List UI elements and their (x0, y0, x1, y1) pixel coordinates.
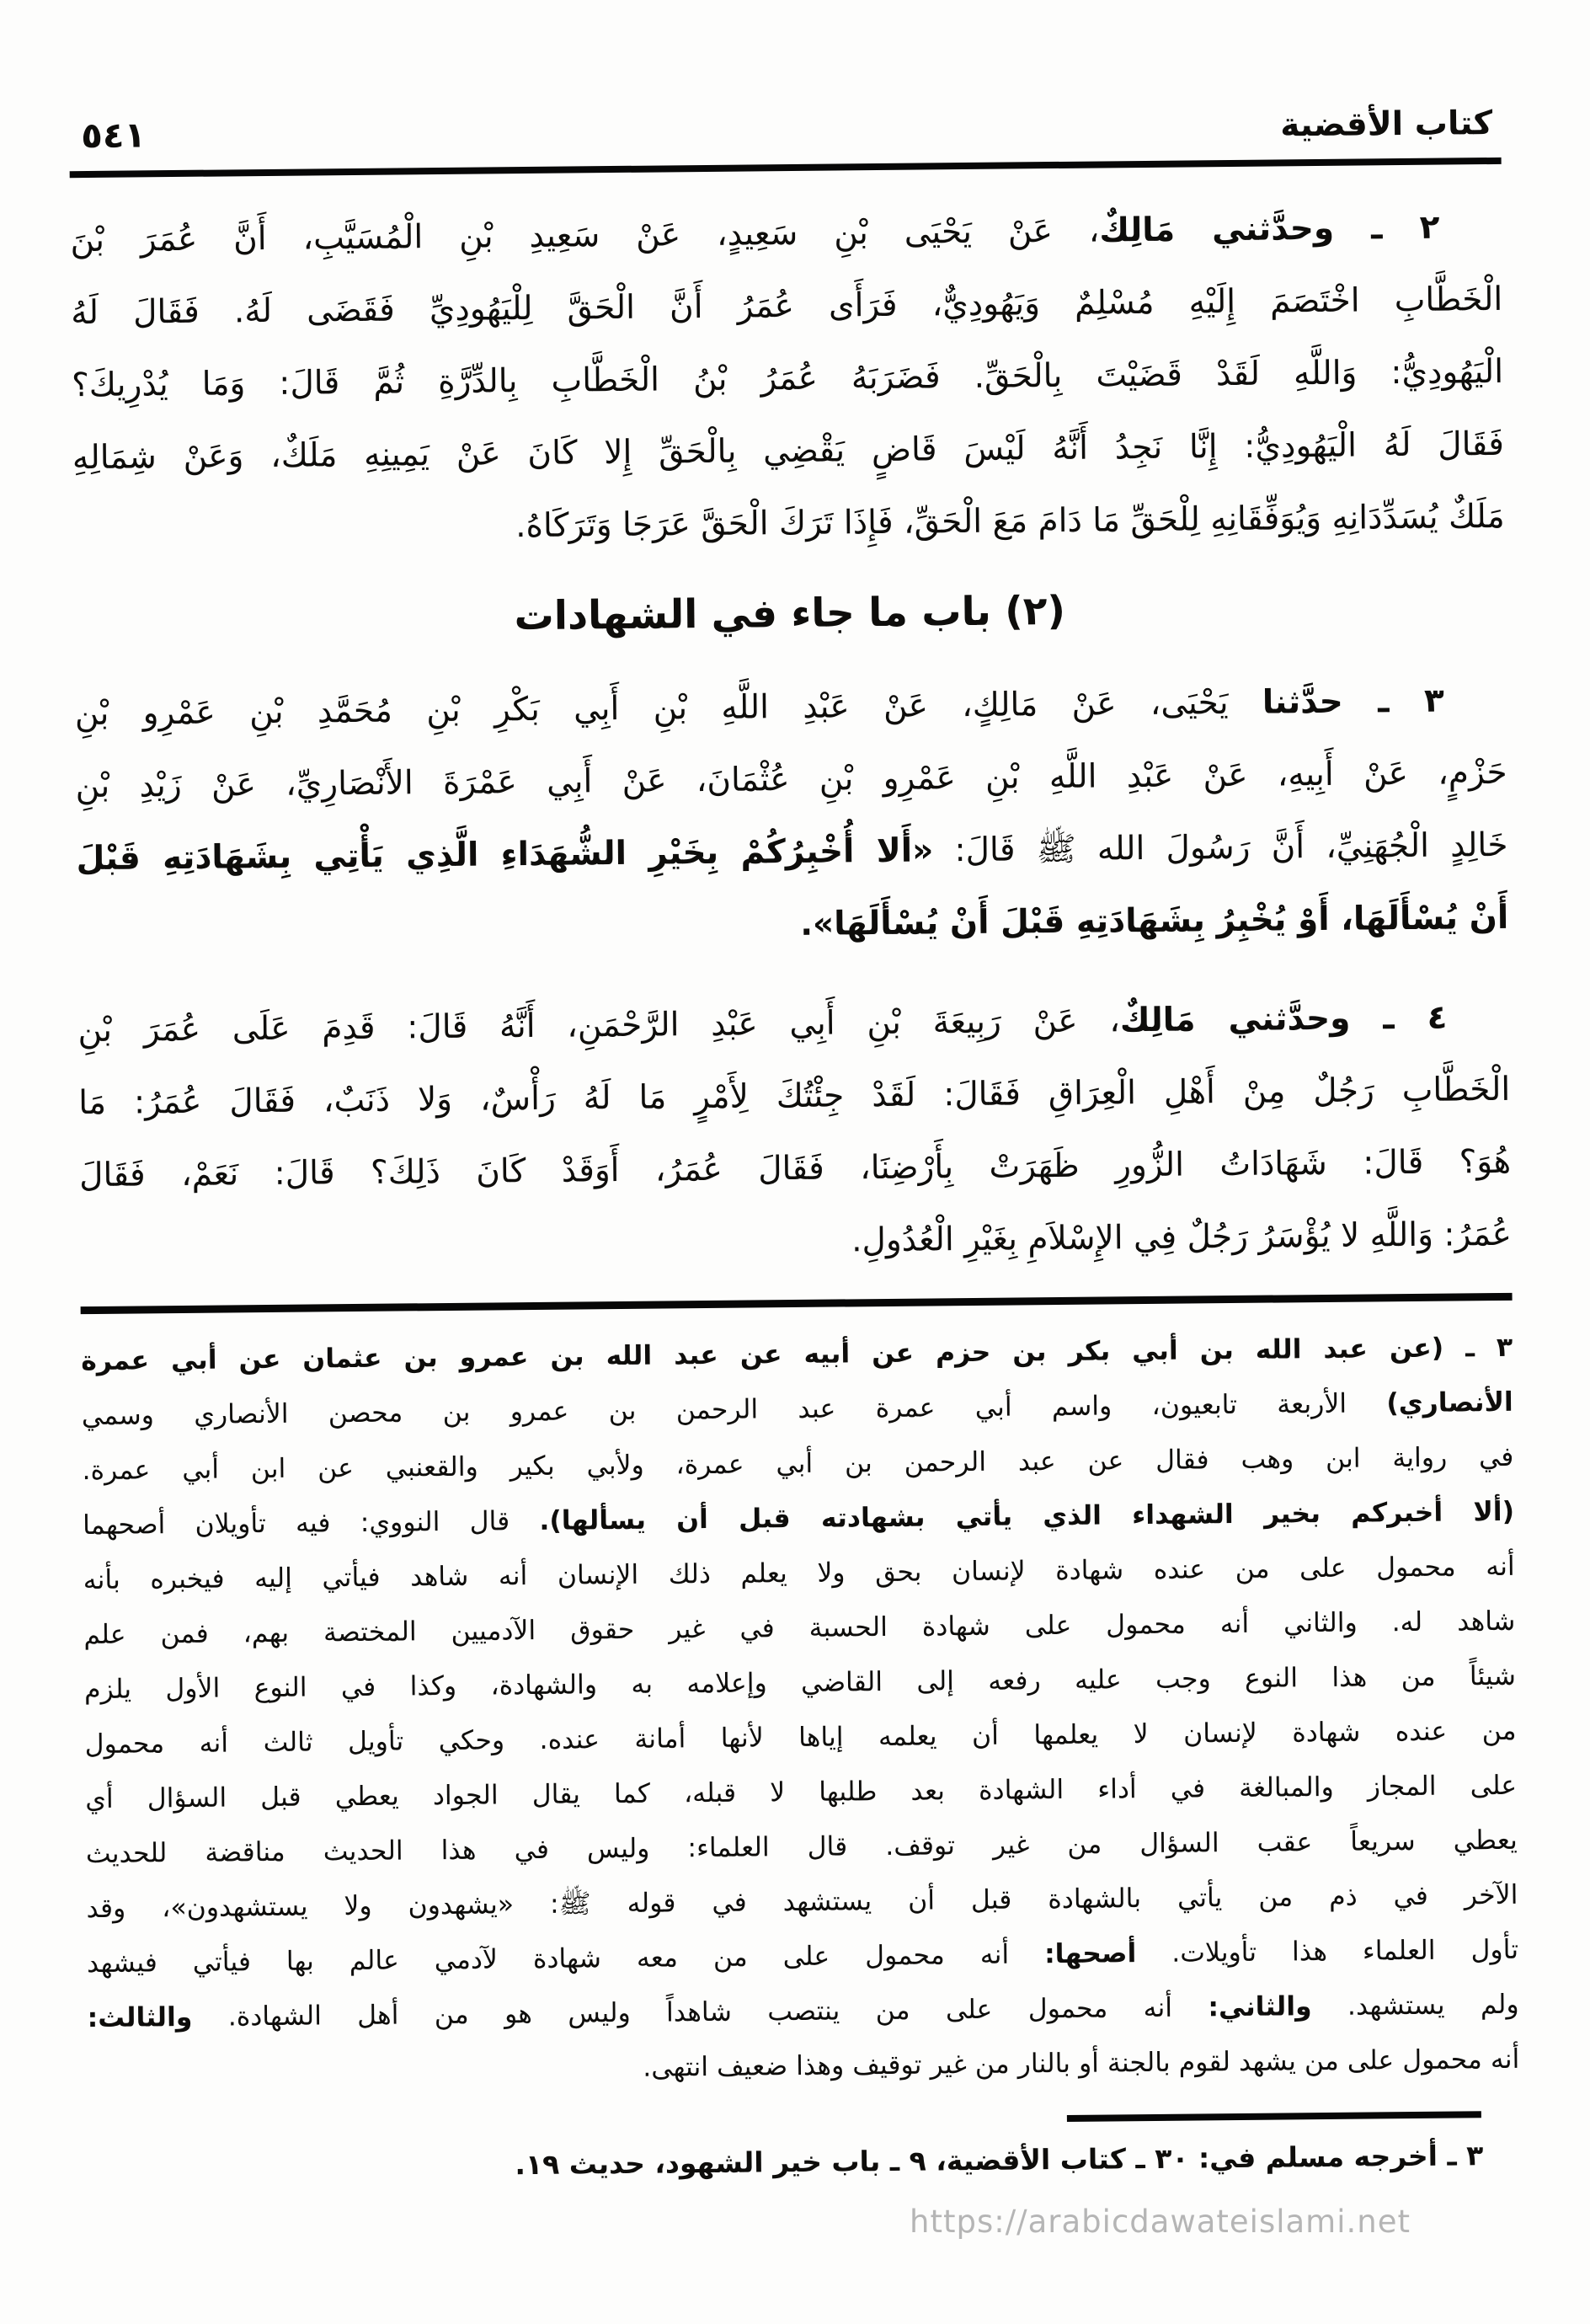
bold-text-segment: أَنْ يُسْأَلَهَا، أَوْ يُخْبِرُ بِشَهَادَتِهِ قَبْلَ أَنْ يُسْأَلَهَا». (800, 898, 1509, 943)
text-segment: يَحْيَى، عَنْ مَالِكٍ، عَنْ عَبْدِ اللَّهِ بْنِ أَبِي بَكْرِ بْنِ مُحَمَّدِ بْنِ عَمْرِو بْنِ (74, 683, 1263, 734)
text-line (80, 1199, 1513, 1285)
bold-text-segment: (ألا أخبركم بخير الشهداء الذي يأتي بشهادته قبل أن يسألها). (539, 1496, 1515, 1536)
bold-text-segment: ٤ ـ وحدَّثني مَالِكٌ (1119, 998, 1448, 1040)
hadith-paragraph-4 (77, 981, 1512, 1285)
bold-text-segment: ٣ ـ حدَّثنا (1262, 681, 1444, 722)
text-segment: الْخَطَّابِ اخْتَصَمَ إِلَيْهِ مُسْلِمٌ وَيَهُودِيٌّ، فَرَأَى عُمَرُ أَنَّ الْحَقَّ لِلْيَهُودِيِّ فَقَضَى لَهُ. فَقَالَ لَهُ (71, 280, 1503, 333)
text-segment: حَزْمٍ، عَنْ أَبِيهِ، عَنْ عَبْدِ اللَّهِ بْنِ عَمْرِو بْنِ عُثْمَانَ، عَنْ أَبِي عَمْرَةَ الأَنْصَارِيِّ، عَنْ زَيْدِ بْنِ (75, 753, 1507, 806)
bold-text-segment: ٣ ـ (عن عبد الله بن أبي بكر بن حزم عن أبيه عن عبد الله بن عمرو بن عثمان عن أبي عمرة (81, 1332, 1513, 1377)
text-line (71, 264, 1503, 350)
text-segment: فَقَالَ لَهُ الْيَهُودِيُّ: إِنَّا نَجِدُ أَنَّهُ لَيْسَ قَاضٍ يَقْضِي بِالْحَقِّ إِلا كَانَ عَنْ يَمِينِهِ مَلَكٌ، وَعَنْ شِمَالِهِ (72, 425, 1505, 478)
text-segment: عُمَرُ: وَاللَّهِ لا يُؤْسَرُ رَجُلٌ فِي الإِسْلاَمِ بِغَيْرِ الْعُدُولِ. (851, 1215, 1513, 1260)
text-segment: ، عَنْ رَبِيعَةَ بْنِ أَبِي عَبْدِ الرَّحْمَنِ، أَنَّهُ قَالَ: قَدِمَ عَلَى عُمَرَ بْنِ (77, 1002, 1121, 1050)
page-number: ٥٤١ (81, 114, 147, 157)
text-segment: الْيَهُودِيُّ: وَاللَّهِ لَقَدْ قَضَيْتَ بِالْحَقِّ. فَضَرَبَهُ عُمَرُ بْنُ الْخَطَّابِ بِالدِّرَّةِ ثُمَّ قَالَ: وَمَا يُدْرِيكَ؟ (71, 352, 1504, 405)
text-segment: الآخر في ذم من يأتي بالشهادة قبل أن يستشهد في قوله ﷺ: «يشهدون ولا يستشهدون»، وقد (86, 1879, 1518, 1925)
watermark-url: https://arabicdawateislami.net (910, 2204, 1411, 2240)
text-segment: الأربعة تابعيون، واسم أبي عمرة عبد الرحمن بن عمرو بن محصن الأنصاري وسمي (81, 1388, 1387, 1432)
takhrij-footnote: ٣ ـ أخرجه مسلم في: ٣٠ ـ كتاب الأقضية، ٩ ـ باب خير الشهود، حديث ١٩. (515, 2139, 1484, 2182)
text-segment: يعطي سريعاً عقب السؤال من غير توقف. قال العلماء: وليس في هذا الحديث مناقضة للحديث (85, 1824, 1518, 1870)
text-segment: تأول العلماء هذا تأويلات. (1136, 1934, 1519, 1969)
text-line (77, 882, 1509, 968)
hadith-paragraph-3 (74, 665, 1508, 968)
text-segment: أنه محمول على من يشهد لقوم بالجنة أو بالنار من غير توقيف وهذا ضعيف انتهى. (643, 2044, 1520, 2083)
text-segment: ، عَنْ يَحْيَى بْنِ سَعِيدٍ، عَنْ سَعِيدِ بْنِ الْمُسَيَّبِ، أَنَّ عُمَرَ بْنَ (70, 211, 1100, 260)
chapter-heading: (٢) باب ما جاء في الشهادات (514, 587, 1066, 640)
text-line (75, 737, 1507, 823)
header-rule (70, 158, 1502, 178)
text-line (72, 409, 1505, 494)
bold-text-segment: والثالث: (87, 2001, 193, 2034)
text-segment: مَلَكٌ يُسَدِّدَانِهِ وَيُوَفِّقَانِهِ لِلْحَقِّ مَا دَامَ مَعَ الْحَقِّ، فَإِذَا تَرَكَ الْحَقَّ عَرَجَا وَتَرَكَاهُ. (515, 497, 1505, 546)
bold-text-segment: الأنصاري) (1386, 1386, 1513, 1419)
commentary-section (81, 1321, 1520, 2101)
text-line (72, 336, 1504, 422)
bold-text-segment: أصحها: (1043, 1938, 1137, 1970)
text-segment: قال النووي: فيه تأويلان أصحهما (82, 1505, 540, 1541)
bold-text-segment: «أَلا أُخْبِرُكُمْ بِخَيْرِ الشُّهَدَاءِ الَّذِي يَأْتِي بِشَهَادَتِهِ قَبْلَ (76, 831, 934, 879)
commentary-divider (81, 1293, 1513, 1314)
bold-text-segment: ٢ ـ وحدَّثني مَالِكٌ (1099, 208, 1440, 250)
text-segment: أنه محمول على من عنده شهادة لإنسان بحق ولا يعلم ذلك الإنسان أنه شاهد فيأتي إليه فيخبره بأنه (83, 1551, 1515, 1596)
text-segment: أنه محمول على من ينتصب شاهداً وليس هو من أهل الشهادة. (192, 1992, 1209, 2033)
text-line (74, 665, 1507, 751)
text-line (79, 1126, 1512, 1212)
text-segment: أنه محمول على من معه شهادة لآدمي عالم بها فيأتي فيشهد (86, 1939, 1045, 1979)
text-line (72, 481, 1505, 567)
page-header (69, 101, 1501, 156)
text-segment: شاهد له. والثاني أنه محمول على شهادة الحسبة في غير حقوق الآدميين المختصة بهم، فمن علم (83, 1605, 1516, 1651)
text-segment: الْخَطَّابِ رَجُلٌ مِنْ أَهْلِ الْعِرَاقِ فَقَالَ: لَقَدْ جِئْتُكَ لِأَمْرٍ مَا لَهُ رَأْسٌ، وَلا ذَنَبٌ، فَقَالَ عُمَرُ: مَا (78, 1070, 1511, 1123)
hadith-paragraph-2 (70, 191, 1505, 567)
text-segment: شيئاً من هذا النوع وجب عليه رفعه إلى القاضي وإعلامه به والشهادة، وكذا في النوع الأول يلزم (83, 1660, 1517, 1706)
book-title: كتاب الأقضية (1280, 104, 1493, 145)
text-segment: خَالِدٍ الْجُهَنِيِّ، أَنَّ رَسُولَ الله ﷺ قَالَ: (933, 825, 1508, 870)
text-line (77, 981, 1510, 1067)
text-segment: هُوَ؟ قَالَ: شَهَادَاتُ الزُّورِ ظَهَرَتْ بِأَرْضِنَا، فَقَالَ عُمَرُ، أَوَقَدْ كَانَ ذَلِكَ؟ قَالَ: نَعَمْ، فَقَالَ (78, 1142, 1512, 1195)
text-segment: في رواية ابن وهب فقال عن عبد الرحمن بن أبي عمرة، ولأبي بكير والقعنبي عن ابن أبي عمرة. (82, 1441, 1514, 1487)
text-segment: على المجاز والمبالغة في أداء الشهادة بعد طلبها لا قبله، كما يقال الجواد يعطي قبل السؤال أي (85, 1770, 1518, 1815)
footnote-divider (1067, 2111, 1481, 2122)
text-segment: ولم يستشهد. (1311, 1989, 1519, 2022)
text-line (78, 1054, 1511, 1140)
text-line (70, 191, 1502, 277)
bold-text-segment: والثاني: (1208, 1991, 1312, 2023)
text-segment: من عنده شهادة لإنسان لا يعلمها أن يعلمه إياها لأنها أمانة عنده. وحكي تأويل ثالث أنه محمول (84, 1715, 1517, 1760)
text-line (76, 809, 1508, 895)
